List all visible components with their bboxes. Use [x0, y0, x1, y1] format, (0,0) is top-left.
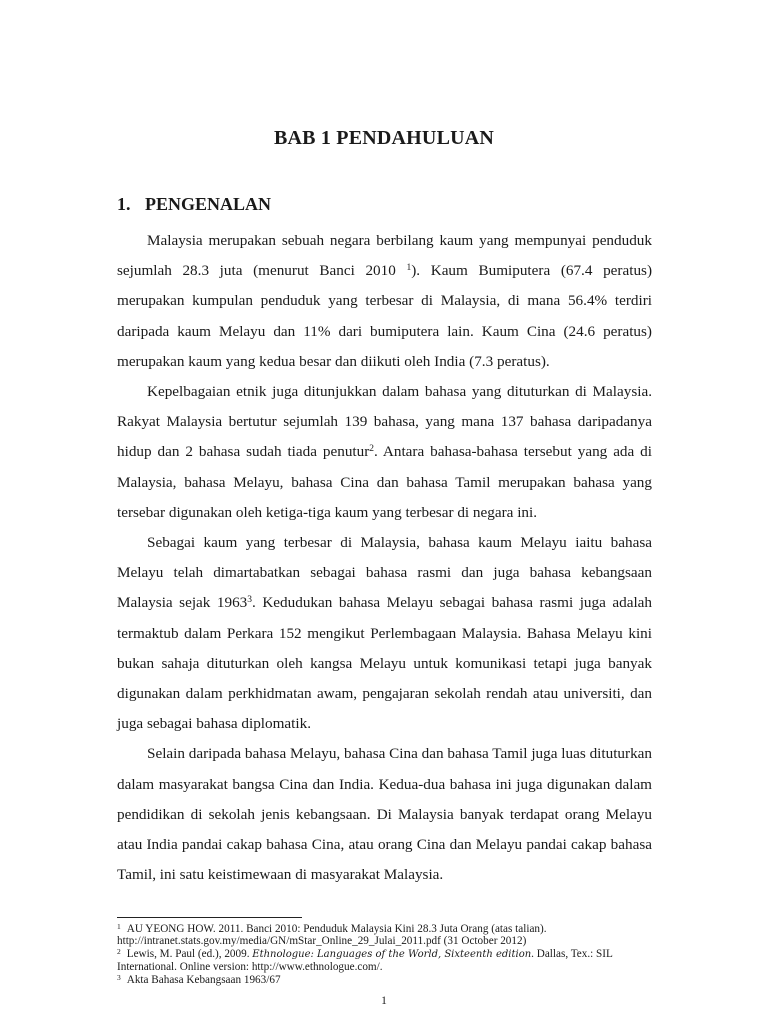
paragraph-1-part-b: ). Kaum Bumiputera (67.4 peratus) merupakan kumpulan penduduk yang terbesar di Malaysia, di mana 56.4% terdiri daripada kaum Melayu dan 11% dari bumiputera lain. Kaum Cina (24.6 peratus) merupakan kaum yang kedua besar dan diikuti oleh India (7.3 peratus). — [117, 262, 653, 370]
footnote-separator — [117, 917, 302, 918]
footnote-3-text: Akta Bahasa Kebangsaan 1963/67 — [126, 973, 281, 986]
footnote-1-url[interactable]: http://intranet.stats.gov.my/media/GN/mStar_Online_29_Julai_2011.pdf (31 October 2012) — [117, 935, 527, 948]
footnote-2-publisher: . Dallas, Tex.: SIL — [531, 947, 613, 960]
paragraph-2 — [117, 377, 652, 528]
paragraph-3 — [117, 528, 652, 739]
footnote-3 — [117, 974, 652, 986]
footnote-2 — [117, 948, 652, 961]
paragraph-3-part-a: Sebagai kaum yang terbesar di Malaysia, bahasa kaum Melayu iaitu bahasa Melayu telah dimartabatkan sebagai bahasa rasmi dan juga bahasa kebangsaan Malaysia sejak 1963 — [117, 534, 652, 612]
footnote-3-number: 3 — [117, 972, 121, 982]
section-number: 1. — [117, 194, 131, 214]
footnote-ref-3[interactable]: 3 — [247, 595, 253, 606]
paragraph-4: Selain daripada bahasa Melayu, bahasa Cina dan bahasa Tamil juga luas dituturkan dalam masyarakat bangsa Cina dan India. Kedua-dua bahasa ini juga digunakan dalam pendidikan di sekolah jenis kebangsaan. Di Malaysia banyak terdapat orang Melayu atau India pandai cakap bahasa Cina, atau orang Cina dan Melayu pandai cakap bahasa Tamil, ini satu keistimewaan di masyarakat Malaysia. — [117, 745, 652, 884]
footnote-1 — [117, 923, 652, 935]
chapter-title: BAB 1 PENDAHULUAN — [273, 127, 495, 149]
footnote-2-author: Lewis, M. Paul (ed.), 2009. — [126, 947, 250, 960]
footnote-ref-2[interactable]: 2 — [369, 444, 375, 455]
footnote-2-book-title: Ethnologue: Languages of the World, Sixteenth edition — [252, 948, 532, 960]
paragraph-1 — [117, 226, 652, 377]
section-heading — [117, 194, 271, 215]
page-number: 1 — [381, 995, 387, 1007]
paragraph-2-part-a: Kepelbagaian etnik juga ditunjukkan dalam bahasa yang dituturkan di Malaysia. Rakyat Malaysia bertutur sejumlah 139 bahasa, yang mana 137 bahasa daripadanya hidup dan 2 bahasa sudah tiada penutur — [117, 383, 652, 461]
paragraph-1-part-a: Malaysia merupakan sebuah negara berbilang kaum yang mempunyai penduduk sejumlah 28.3 juta (menurut Banci 2010 — [117, 232, 652, 280]
footnote-ref-1[interactable]: 1 — [406, 263, 412, 274]
footnote-1-citation: AU YEONG HOW. 2011. Banci 2010: Penduduk Malaysia Kini 28.3 Juta Orang (atas talian). — [126, 923, 547, 935]
footnote-1-number: 1 — [117, 922, 121, 931]
paragraph-3-part-b: . Kedudukan bahasa Melayu sebagai bahasa rasmi juga adalah termaktub dalam Perkara 152 mengikut Perlembagaan Malaysia. Bahasa Melayu kini bukan sahaja dituturkan oleh kangsa Melayu untuk komunikasi tetapi juga banyak digunakan dalam perkhidmatan awam, pengajaran sekolah rendah atau universiti, dan juga sebagai bahasa diplomatik. — [117, 594, 652, 733]
section-title: PENGENALAN — [145, 194, 272, 214]
footnote-2-online[interactable]: International. Online version: http://www.ethnologue.com/. — [117, 961, 383, 974]
footnote-2-number: 2 — [117, 946, 121, 956]
footnotes — [117, 923, 652, 986]
paragraph-2-part-b: . Antara bahasa-bahasa tersebut yang ada di Malaysia, bahasa Melayu, bahasa Cina dan bahasa Tamil merupakan bahasa yang tersebar digunakan oleh ketiga-tiga kaum yang terbesar di negara ini. — [117, 443, 652, 521]
body-text — [117, 226, 652, 890]
